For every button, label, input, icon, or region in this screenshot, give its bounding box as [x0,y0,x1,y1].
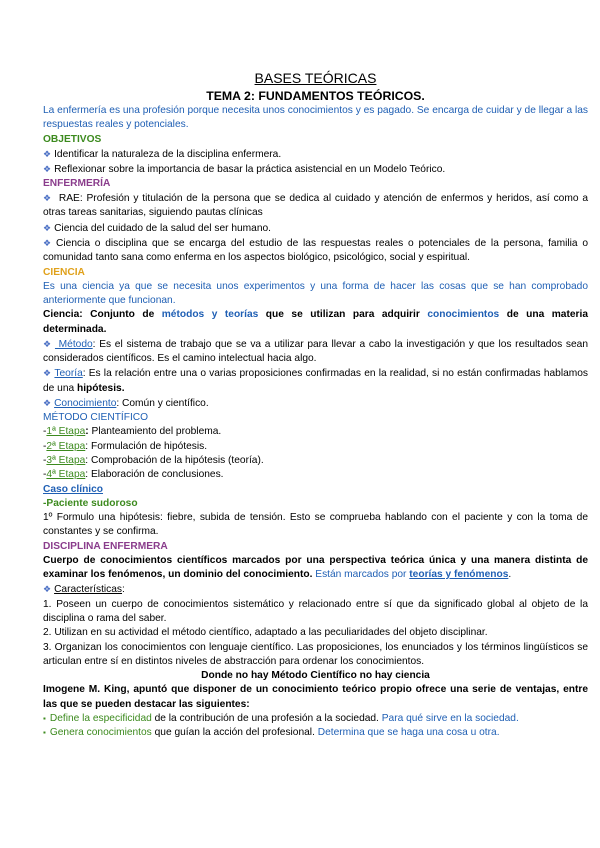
centered-statement: Donde no hay Método Científico no hay ciencia [201,670,430,682]
diamond-bullet-icon: ❖ [43,338,52,349]
enfermeria-heading: ENFERMERÍA [43,178,111,190]
disciplina-definition: Cuerpo de conocimientos científicos marcados por una perspectiva teórica única y una manera distinta de examinar los fenómenos, un dominio del conocimiento. Están marcados por teorías y fenómenos. [43,554,588,581]
square-bullet-icon: ▪ [43,713,46,723]
disciplina-heading: DISCIPLINA ENFERMERA [43,540,168,552]
caracteristica-item: 2. Utilizan en su actividad el método científico, adaptado a las peculiaridades del objeto disciplinar. [43,627,488,639]
objetivo-item: ❖ Reflexionar sobre la importancia de basar la práctica asistencial en un Modelo Teórico. [43,163,446,175]
etapa-item: -3ª Etapa: Comprobación de la hipótesis (teoría). [43,454,264,466]
teoria-definition: ❖ Teoría: Es la relación entre una o varias proposiciones confirmadas en la realidad, si no están confirmadas hablamos de una hipótesis. [43,368,588,394]
conocimiento-link[interactable]: Conocimiento [54,398,117,410]
caracteristica-item: 1. Poseen un cuerpo de conocimientos sistemático y relacionado entre sí que da significado global al objeto de la disciplina o rama del saber. [43,598,588,624]
diamond-bullet-icon: ❖ [43,148,52,159]
ciencia-intro: Es una ciencia ya que se necesita unos experimentos y una forma de hacer las cosas que se han comprobado anteriormente que funcionan. [43,280,588,306]
caracteristicas-label: ❖ Características: [43,584,125,596]
enfermeria-item: ❖ RAE: Profesión y titulación de la persona que se dedica al cuidado y atención de enfermos y heridos, así como a otras tareas sanitarias, siguiendo pautas clínicas [43,193,588,219]
caso-clinico-sub: -Paciente sudoroso [43,497,138,509]
diamond-bullet-icon: ❖ [43,193,53,204]
diamond-bullet-icon: ❖ [43,398,52,409]
metodo-link[interactable]: Método [54,338,93,350]
king-paragraph: Imogene M. King, apuntó que disponer de un conocimiento teórico propio ofrece una serie de ventajas, entre las que se pueden destacar las siguientes: [43,684,588,710]
enfermeria-item: ❖ Ciencia del cuidado de la salud del ser humano. [43,222,271,234]
caso-clinico-text: 1º Formulo una hipótesis: fiebre, subida de tensión. Esto se comprueba hablando con el paciente y con la toma de constantes y se confirma. [43,512,588,538]
caracteristica-item: 3. Organizan los conocimientos con lenguaje científico. Las proposiciones, los enunciados y los términos lingüísticos se articulan entre sí en distintos niveles de abstracción para ordenar los conocimientos. [43,641,588,667]
document-page [43,70,588,741]
etapa-item: -1ª Etapa: Planteamiento del problema. [43,426,222,438]
conocimiento-definition: ❖ Conocimiento: Común y científico. [43,398,209,410]
caso-clinico-heading: Caso clínico [43,483,104,495]
etapa-item: -4ª Etapa: Elaboración de conclusiones. [43,469,224,481]
objetivo-item: ❖ Identificar la naturaleza de la disciplina enfermera. [43,148,282,160]
document-title: BASES TEÓRICAS [254,70,377,86]
diamond-bullet-icon: ❖ [43,222,52,233]
diamond-bullet-icon: ❖ [43,584,52,595]
metodo-heading: MÉTODO CIENTÍFICO [43,412,149,424]
diamond-bullet-icon: ❖ [43,368,52,379]
square-bullet-icon: ▪ [43,728,46,738]
teoria-link[interactable]: Teoría [54,368,83,380]
teorias-fenomenos-link[interactable]: teorías y fenómenos [409,569,509,581]
ventaja-item: ▪ Define la especificidad de la contribución de una profesión a la sociedad. Para qué sirve en la sociedad. [43,712,519,724]
objetivos-heading: OBJETIVOS [43,133,102,145]
diamond-bullet-icon: ❖ [43,238,54,249]
etapa-item: -2ª Etapa: Formulación de hipótesis. [43,440,208,452]
metodo-definition: ❖ Método: Es el sistema de trabajo que se va a utilizar para llevar a cabo la investigación y que los resultados sean considerados científicos. Es el camino intelectual hacia algo. [43,338,588,365]
ciencia-heading: CIENCIA [43,266,85,278]
document-subtitle: TEMA 2: FUNDAMENTOS TEÓRICOS. [206,89,425,103]
ciencia-definition: Ciencia: Conjunto de métodos y teorías que se utilizan para adquirir conocimientos de una materia determinada. [43,309,588,335]
ventaja-item: ▪ Genera conocimientos que guían la acción del profesional. Determina que se haga una cosa u otra. [43,727,500,739]
intro-paragraph: La enfermería es una profesión porque necesita unos conocimientos y es pagado. Se encarga de cuidar y de llegar a las respuestas reales y potenciales. [43,105,588,131]
diamond-bullet-icon: ❖ [43,163,52,174]
enfermeria-item: ❖ Ciencia o disciplina que se encarga del estudio de las respuestas reales o potenciales de la persona, familia o comunidad tanto sana como enferma en los aspectos biológico, psicológico, social y espiritual. [43,238,588,264]
